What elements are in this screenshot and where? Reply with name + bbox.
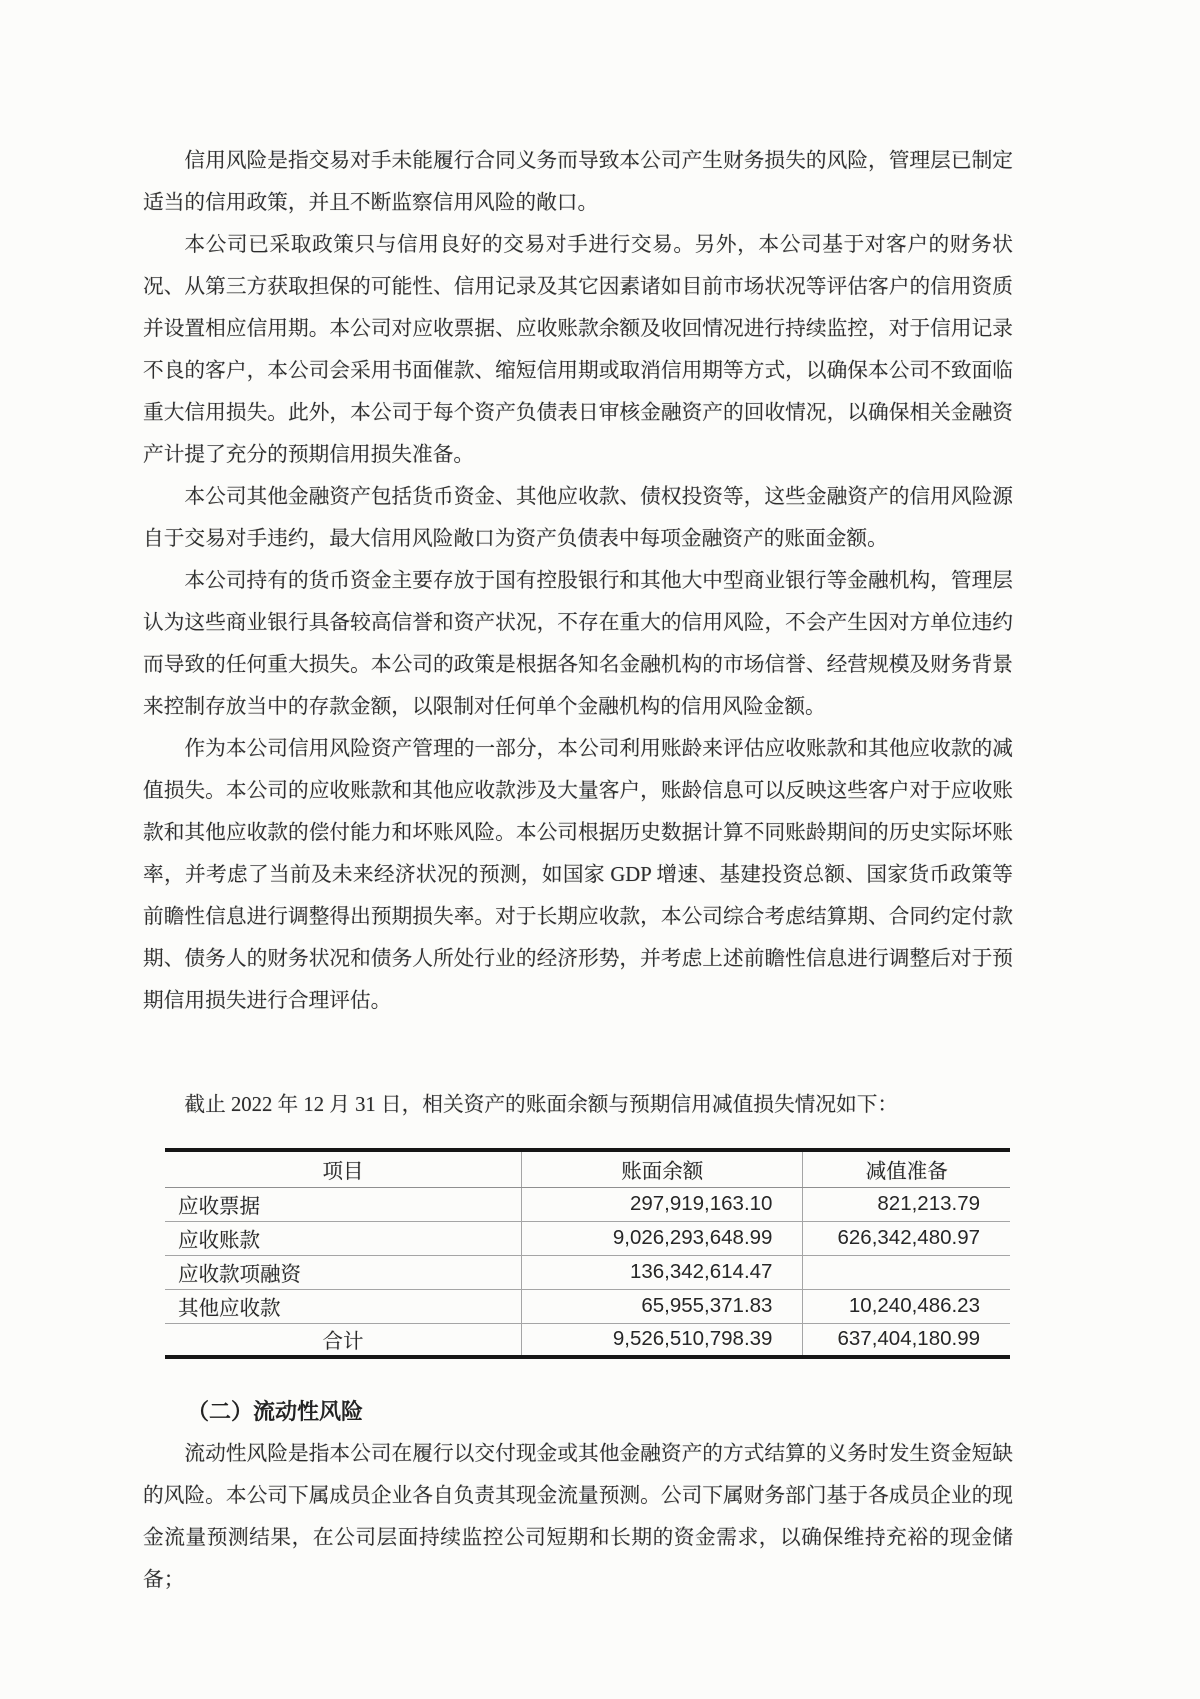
cell-item: 应收票据 [165,1187,522,1221]
paragraph-bank-deposits: 本公司持有的货币资金主要存放于国有控股银行和其他大中型商业银行等金融机构，管理层认为这些商业银行具备较高信誉和资产状况，不存在重大的信用风险，不会产生因对方单位违约而导致的任何重大损失。本公司的政策是根据各知名金融机构的市场信誉、经营规模及财务背景来控制存放当中的存款金额，以限制对任何单个金融机构的信用风险金额。 [143,570,1013,718]
cell-provision: 626,342,480.97 [803,1221,1010,1255]
cell-provision: 637,404,180.99 [837,1327,980,1351]
table-header-row [165,1150,1010,1187]
paragraph-credit-policy: 本公司已采取政策只与信用良好的交易对手进行交易。另外，本公司基于对客户的财务状况、从第三方获取担保的可能性、信用记录及其它因素诸如目前市场状况等评估客户的信用资质并设置相应信用期。本公司对应收票据、应收账款余额及收回情况进行持续监控，对于信用记录不良的客户，本公司会采用书面催款、缩短信用期或取消信用期等方式，以确保本公司不致面临重大信用损失。此外，本公司于每个资产负债表日审核金融资产的回收情况，以确保相关金融资产计提了充分的预期信用损失准备。 [143,234,1013,466]
cell-item: 应收款项融资 [165,1255,522,1289]
cell-balance: 297,919,163.10 [522,1187,803,1221]
col-header-item: 项目 [165,1150,522,1187]
paragraph-liquidity-risk: 流动性风险是指本公司在履行以交付现金或其他金融资产的方式结算的义务时发生资金短缺的风险。本公司下属成员企业各自负责其现金流量预测。公司下属财务部门基于各成员企业的现金流量预测结果，在公司层面持续监控公司短期和长期的资金需求，以确保维持充裕的现金储备； [143,1443,1013,1591]
cell-balance: 9,526,510,798.39 [522,1323,803,1357]
page-content [143,0,1013,1601]
table-total-row [165,1323,1010,1357]
cell-item: 合计 [165,1323,522,1357]
impairment-table [165,1148,1010,1359]
paragraph-credit-risk-definition: 信用风险是指交易对手未能履行合同义务而导致本公司产生财务损失的风险，管理层已制定适当的信用政策，并且不断监察信用风险的敞口。 [143,150,1013,214]
table-row [165,1187,1010,1221]
col-header-balance: 账面余额 [522,1150,803,1187]
col-header-provision: 减值准备 [803,1150,1010,1187]
section-heading-liquidity-risk: （二）流动性风险 [187,1399,364,1424]
paragraph-other-financial-assets: 本公司其他金融资产包括货币资金、其他应收款、债权投资等，这些金融资产的信用风险源自于交易对手违约，最大信用风险敞口为资产负债表中每项金融资产的账面金额。 [143,486,1013,550]
cell-item: 其他应收款 [165,1289,522,1323]
cell-balance: 9,026,293,648.99 [522,1221,803,1255]
paragraph-aging-assessment: 作为本公司信用风险资产管理的一部分，本公司利用账龄来评估应收账款和其他应收款的减值损失。本公司的应收账款和其他应收款涉及大量客户，账龄信息可以反映这些客户对于应收账款和其他应收款的偿付能力和坏账风险。本公司根据历史数据计算不同账龄期间的历史实际坏账率，并考虑了当前及未来经济状况的预测，如国家 GDP 增速、基建投资总额、国家货币政策等前瞻性信息进行调整得出预期损失率。对于长期应收款，本公司综合考虑结算期、合同约定付款期、债务人的财务状况和债务人所处行业的经济形势，并考虑上述前瞻性信息进行调整后对于预期信用损失进行合理评估。 [143,738,1013,1012]
table-row [165,1289,1010,1323]
cell-balance: 136,342,614.47 [522,1255,803,1289]
cell-provision: 821,213.79 [803,1187,1010,1221]
cell-provision [803,1255,1010,1289]
table-intro: 截止 2022 年 12 月 31 日，相关资产的账面余额与预期信用减值损失情况如下： [184,1094,899,1116]
cell-item: 应收账款 [165,1221,522,1255]
table-row [165,1221,1010,1255]
cell-balance: 65,955,371.83 [522,1289,803,1323]
table-row [165,1255,1010,1289]
cell-provision: 10,240,486.23 [803,1289,1010,1323]
